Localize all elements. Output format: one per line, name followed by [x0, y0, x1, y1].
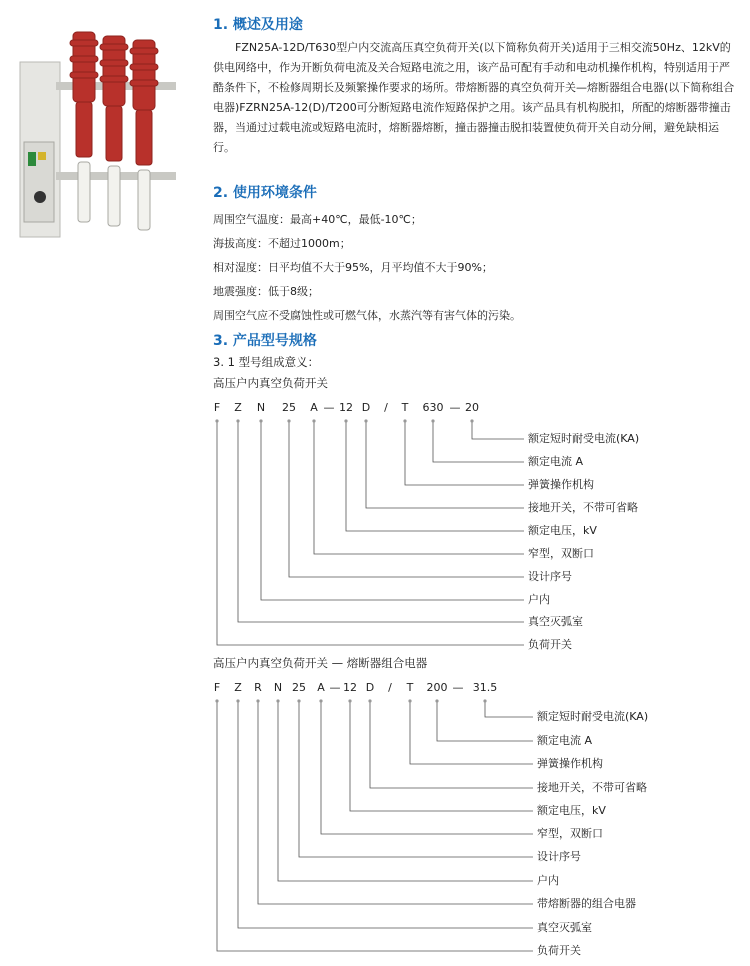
model-code-diagram2-0: F — [213, 681, 221, 694]
diagram1-connector-dot-2 — [403, 419, 406, 422]
model-subtitle: 3. 1 型号组成意义： — [213, 355, 320, 369]
diagram2-label-6: 设计序号 — [537, 850, 581, 863]
model-code-diagram1-9: T — [401, 401, 409, 414]
diagram2-label-5: 窄型，双断口 — [537, 827, 603, 840]
section-title-model: 3. 产品型号规格 — [213, 333, 317, 349]
diagram2-label-8: 带熔断器的组合电器 — [537, 897, 636, 910]
diagram2-connector-dot-9 — [236, 699, 239, 702]
diagram1-connector-dot-4 — [344, 419, 347, 422]
model-code-diagram1-3: 25 — [282, 401, 296, 414]
diagram2-connector-3 — [370, 701, 533, 788]
model-code-diagram2-8: D — [365, 681, 375, 694]
diagram2-connector-5 — [321, 701, 533, 834]
diagram1-connector-5 — [314, 421, 524, 554]
env-seismic: 地震强度：低于8级； — [213, 285, 319, 298]
model-code-diagram1-11: — — [449, 401, 461, 414]
diagram1-connector-7 — [261, 421, 524, 600]
diagram2-connector-9 — [238, 701, 533, 928]
diagram2-connector-4 — [350, 701, 533, 811]
diagram2-connector-dot-6 — [297, 699, 300, 702]
diagram2-label-7: 户内 — [537, 874, 559, 887]
diagram1-connector-dot-9 — [215, 419, 218, 422]
diagram1-connector-4 — [346, 421, 524, 531]
model-code-diagram2-11: 200 — [426, 681, 448, 694]
diagram1-connector-9 — [217, 421, 524, 645]
env-humidity: 相对湿度：日平均值不大于95%，月平均值不大于90%； — [213, 261, 493, 274]
diagram1-connector-1 — [433, 421, 524, 462]
diagram2-connector-dot-7 — [276, 699, 279, 702]
diagram2-connector-dot-1 — [435, 699, 438, 702]
model-code-diagram1-4: A — [310, 401, 318, 414]
model-code-diagram1-1: Z — [234, 401, 242, 414]
diagram1-label-6: 设计序号 — [528, 570, 572, 583]
diagram2-connector-7 — [278, 701, 533, 881]
diagram2-connector-dot-2 — [408, 699, 411, 702]
env-altitude: 海拔高度：不超过1000m； — [213, 237, 351, 250]
diagram1-connector-3 — [366, 421, 524, 508]
diagram1-label-4: 额定电压，kV — [528, 524, 597, 537]
model-code-diagram1-8: / — [384, 401, 388, 414]
env-temperature: 周围空气温度：最高+40℃，最低-10℃； — [213, 213, 422, 226]
model-code-diagram2-2: R — [254, 681, 262, 694]
diagram1-connector-0 — [472, 421, 524, 439]
diagram1-label-0: 额定短时耐受电流(KA) — [528, 432, 640, 445]
diagram1-label-7: 户内 — [528, 593, 550, 606]
diagram2-connector-0 — [485, 701, 533, 717]
diagram2-connector-10 — [217, 701, 533, 951]
diagram2-label-9: 真空灭弧室 — [537, 921, 592, 934]
diagram1-connector-dot-0 — [470, 419, 473, 422]
diagram1-connector-dot-7 — [259, 419, 262, 422]
model-code-diagram1-2: N — [256, 401, 266, 414]
diagram2-label-4: 额定电压，kV — [537, 804, 606, 817]
diagram2-label-3: 接地开关，不带可省略 — [537, 781, 647, 794]
diagram2-label-10: 负荷开关 — [537, 944, 581, 957]
diagram1-connector-6 — [289, 421, 524, 577]
model-code-diagram1-12: 20 — [465, 401, 479, 414]
diagram1-label-5: 窄型，双断口 — [528, 547, 594, 560]
diagram1-caption: 高压户内真空负荷开关 — [213, 376, 328, 390]
model-code-diagram2-1: Z — [234, 681, 242, 694]
diagram1-connector-2 — [405, 421, 524, 485]
diagram1-label-1: 额定电流 A — [528, 455, 584, 468]
diagram2-connector-6 — [299, 701, 533, 857]
diagram2-connector-dot-3 — [368, 699, 371, 702]
diagram2-label-2: 弹簧操作机构 — [537, 757, 603, 770]
model-code-diagram2-4: 25 — [292, 681, 306, 694]
model-code-diagram1-7: D — [361, 401, 371, 414]
diagram1-connector-dot-6 — [287, 419, 290, 422]
diagram1-label-9: 负荷开关 — [528, 638, 572, 651]
model-code-diagram2-9: / — [388, 681, 392, 694]
diagram1-connector-dot-3 — [364, 419, 367, 422]
diagram2-connector-dot-0 — [483, 699, 486, 702]
model-code-diagram2-7: 12 — [343, 681, 357, 694]
diagram2-connector-8 — [258, 701, 533, 904]
overview-paragraph: FZN25A-12D/T630型户内交流高压真空负荷开关(以下简称负荷开关)适用于三相交流50Hz、12kV的供电网络中，作为开断负荷电流及关合短路电流之用，该产品可配有手动和电动机操作机构，特别适用于严酷条件下，不检修周期长及频繁操作要求的场所。带熔断器的真空负荷开关—熔断器组合电器(以下简称组合电器)FZRN25A-12(D)/T200可分断短路电流作短路保护之用。该产品具有机构脱扣，所配的熔断器带撞击器，当通过过载电流或短路电流时，熔断器熔断，撞击器撞击脱扣装置使负荷开关自动分闸，避免缺相运行。 — [213, 41, 735, 154]
section-title-environment: 2. 使用环境条件 — [213, 185, 317, 201]
model-code-diagram2-10: T — [406, 681, 414, 694]
diagram1-connector-8 — [238, 421, 524, 622]
env-air: 周围空气应不受腐蚀性或可燃气体，水蒸汽等有害气体的污染。 — [213, 309, 521, 322]
diagram1-label-3: 接地开关，不带可省略 — [528, 501, 638, 514]
diagram2-connector-dot-5 — [319, 699, 322, 702]
diagram2-connector-dot-8 — [256, 699, 259, 702]
diagram1-label-2: 弹簧操作机构 — [528, 478, 594, 491]
diagram1-connector-dot-1 — [431, 419, 434, 422]
diagram2-connector-1 — [437, 701, 533, 741]
diagram2-label-0: 额定短时耐受电流(KA) — [537, 710, 649, 723]
model-code-diagram1-10: 630 — [422, 401, 444, 414]
diagram1-label-8: 真空灭弧室 — [528, 615, 583, 628]
diagram2-connector-dot-4 — [348, 699, 351, 702]
model-code-diagram2-6: — — [329, 681, 341, 694]
model-code-diagram1-5: — — [323, 401, 335, 414]
diagram2-label-1: 额定电流 A — [537, 734, 593, 747]
model-code-diagram1-0: F — [213, 401, 221, 414]
diagram1-connector-dot-8 — [236, 419, 239, 422]
diagram2-connector-dot-10 — [215, 699, 218, 702]
model-code-diagram2-12: — — [452, 681, 464, 694]
diagram2-caption: 高压户内真空负荷开关 — 熔断器组合电器 — [213, 656, 428, 670]
product-photo — [18, 22, 186, 242]
section-title-overview: 1. 概述及用途 — [213, 17, 303, 33]
diagram2-connector-2 — [410, 701, 533, 764]
model-code-diagram2-13: 31.5 — [472, 681, 498, 694]
model-code-diagram2-5: A — [317, 681, 325, 694]
model-code-diagram1-6: 12 — [339, 401, 353, 414]
model-code-diagram2-3: N — [273, 681, 283, 694]
diagram1-connector-dot-5 — [312, 419, 315, 422]
